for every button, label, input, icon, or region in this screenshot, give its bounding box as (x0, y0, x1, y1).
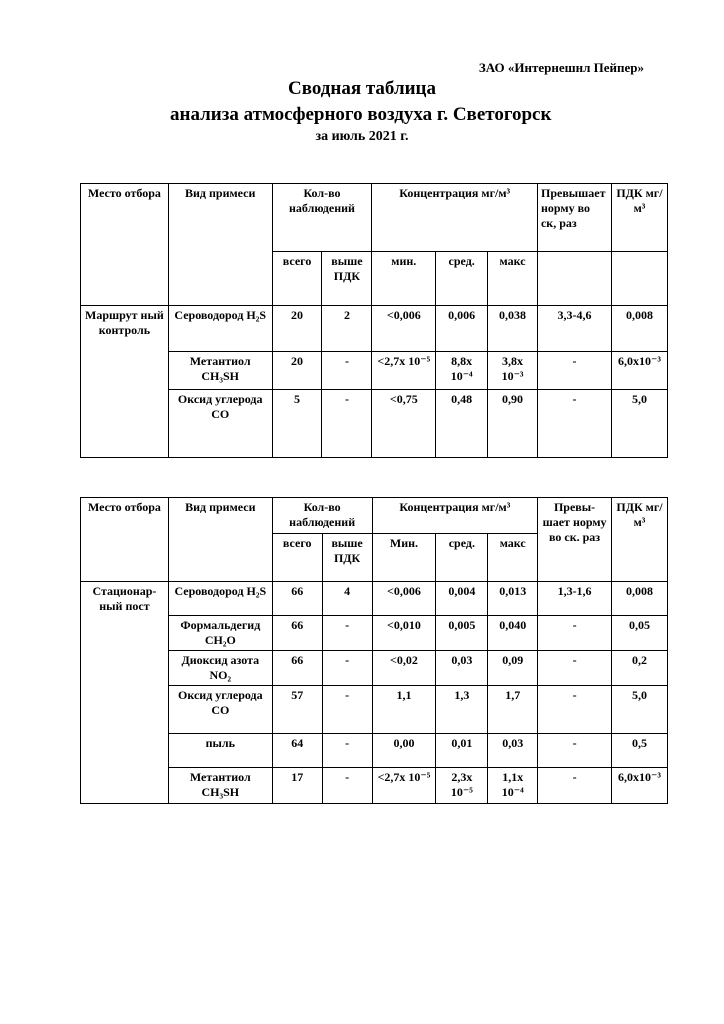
header-count: Кол-во наблюдений (272, 184, 372, 252)
above-cell: 4 (322, 582, 372, 616)
header-pdk: ПДК мг/м³ (611, 184, 667, 252)
header-avg: сред. (436, 252, 488, 306)
table-row (81, 768, 668, 804)
pdk-cell: 0,5 (611, 734, 667, 768)
total-cell: 5 (272, 390, 322, 458)
header-type: Вид примеси (168, 498, 272, 582)
pdk-cell: 5,0 (611, 686, 667, 734)
table-row (81, 582, 668, 616)
document-title: Сводная таблица (287, 78, 437, 99)
header-above: выше ПДК (322, 252, 372, 306)
avg-cell: 1,3 (436, 686, 488, 734)
header-total: всего (272, 252, 322, 306)
min-cell: 0,00 (372, 734, 436, 768)
route-control-table (80, 183, 668, 458)
substance-cell: Оксид углерода CO (168, 390, 272, 458)
exceed-cell: - (538, 768, 612, 804)
pdk-cell: 0,2 (611, 651, 667, 686)
pdk-cell: 6,0х10⁻³ (611, 768, 667, 804)
header-min: Мин. (372, 534, 436, 582)
header-max: макс (488, 534, 538, 582)
max-cell: 1,1х 10⁻⁴ (488, 768, 538, 804)
pdk-cell: 0,008 (611, 306, 667, 352)
header-concentration: Концентрация мг/м³ (372, 184, 538, 252)
avg-cell: 8,8х 10⁻⁴ (436, 352, 488, 390)
above-cell: - (322, 651, 372, 686)
exceed-cell: - (538, 616, 612, 651)
table-row (81, 616, 668, 651)
exceed-cell: 3,3-4,6 (537, 306, 611, 352)
exceed-cell: - (538, 734, 612, 768)
min-cell: <0,75 (372, 390, 436, 458)
header-pdk: ПДК мг/м³ (611, 498, 667, 582)
min-cell: <0,006 (372, 582, 436, 616)
max-cell: 0,09 (488, 651, 538, 686)
place-cell: Стационар- ный пост (81, 582, 169, 804)
avg-cell: 0,01 (436, 734, 488, 768)
max-cell: 3,8х 10⁻³ (488, 352, 538, 390)
header-type: Вид примеси (168, 184, 272, 306)
place-cell: Маршрут ный контроль (81, 306, 169, 458)
substance-cell: Сероводород H₂S (168, 306, 272, 352)
avg-cell: 0,48 (436, 390, 488, 458)
header-total: всего (272, 534, 322, 582)
max-cell: 0,040 (488, 616, 538, 651)
max-cell: 1,7 (488, 686, 538, 734)
stationary-post-table (80, 497, 668, 804)
substance-cell: Формальдегид CH₂O (168, 616, 272, 651)
exceed-cell: - (538, 651, 612, 686)
pdk-cell: 6,0х10⁻³ (611, 352, 667, 390)
min-cell: 1,1 (372, 686, 436, 734)
total-cell: 66 (272, 651, 322, 686)
max-cell: 0,03 (488, 734, 538, 768)
min-cell: <2,7х 10⁻⁵ (372, 768, 436, 804)
exceed-cell: - (538, 686, 612, 734)
above-cell: - (322, 390, 372, 458)
pdk-cell: 5,0 (611, 390, 667, 458)
above-cell: 2 (322, 306, 372, 352)
avg-cell: 0,006 (436, 306, 488, 352)
total-cell: 17 (272, 768, 322, 804)
substance-cell: Метантиол CH₃SH (168, 352, 272, 390)
total-cell: 20 (272, 352, 322, 390)
avg-cell: 0,004 (436, 582, 488, 616)
table-row (81, 686, 668, 734)
document-period: за июль 2021 г. (315, 129, 409, 144)
above-cell: - (322, 686, 372, 734)
header-max: макс (488, 252, 538, 306)
table-row (81, 651, 668, 686)
max-cell: 0,90 (488, 390, 538, 458)
total-cell: 66 (272, 616, 322, 651)
header-min: мин. (372, 252, 436, 306)
total-cell: 66 (272, 582, 322, 616)
substance-cell: Диоксид азота NO₂ (168, 651, 272, 686)
header-avg: сред. (436, 534, 488, 582)
substance-cell: Оксид углерода CO (168, 686, 272, 734)
header-exceed: Превы- шает норму во ск. раз (538, 498, 612, 582)
avg-cell: 0,03 (436, 651, 488, 686)
header-exceed: Превышает норму во ск, раз (537, 184, 611, 252)
exceed-cell: - (537, 390, 611, 458)
header-above: выше ПДК (322, 534, 372, 582)
header-place: Место отбора (81, 184, 169, 306)
exceed-cell: 1,3-1,6 (538, 582, 612, 616)
avg-cell: 0,005 (436, 616, 488, 651)
table-row (81, 306, 668, 352)
substance-cell: Сероводород H₂S (168, 582, 272, 616)
table-row (81, 734, 668, 768)
above-cell: - (322, 734, 372, 768)
header-count: Кол-во наблюдений (272, 498, 372, 534)
max-cell: 0,038 (488, 306, 538, 352)
table-row (81, 390, 668, 458)
header-concentration: Концентрация мг/м³ (372, 498, 538, 534)
header-place: Место отбора (81, 498, 169, 582)
max-cell: 0,013 (488, 582, 538, 616)
above-cell: - (322, 616, 372, 651)
substance-cell: Метантиол CH₃SH (168, 768, 272, 804)
substance-cell: пыль (168, 734, 272, 768)
avg-cell: 2,3х 10⁻⁵ (436, 768, 488, 804)
total-cell: 57 (272, 686, 322, 734)
min-cell: <2,7х 10⁻⁵ (372, 352, 436, 390)
above-cell: - (322, 768, 372, 804)
min-cell: <0,010 (372, 616, 436, 651)
min-cell: <0,02 (372, 651, 436, 686)
min-cell: <0,006 (372, 306, 436, 352)
document-title-line2: анализа атмосферного воздуха г. Светогорск (170, 104, 552, 125)
total-cell: 64 (272, 734, 322, 768)
above-cell: - (322, 352, 372, 390)
organization-name: ЗАО «Интернешнл Пейпер» (478, 60, 644, 75)
exceed-cell: - (537, 352, 611, 390)
table-row (81, 352, 668, 390)
total-cell: 20 (272, 306, 322, 352)
pdk-cell: 0,05 (611, 616, 667, 651)
pdk-cell: 0,008 (611, 582, 667, 616)
